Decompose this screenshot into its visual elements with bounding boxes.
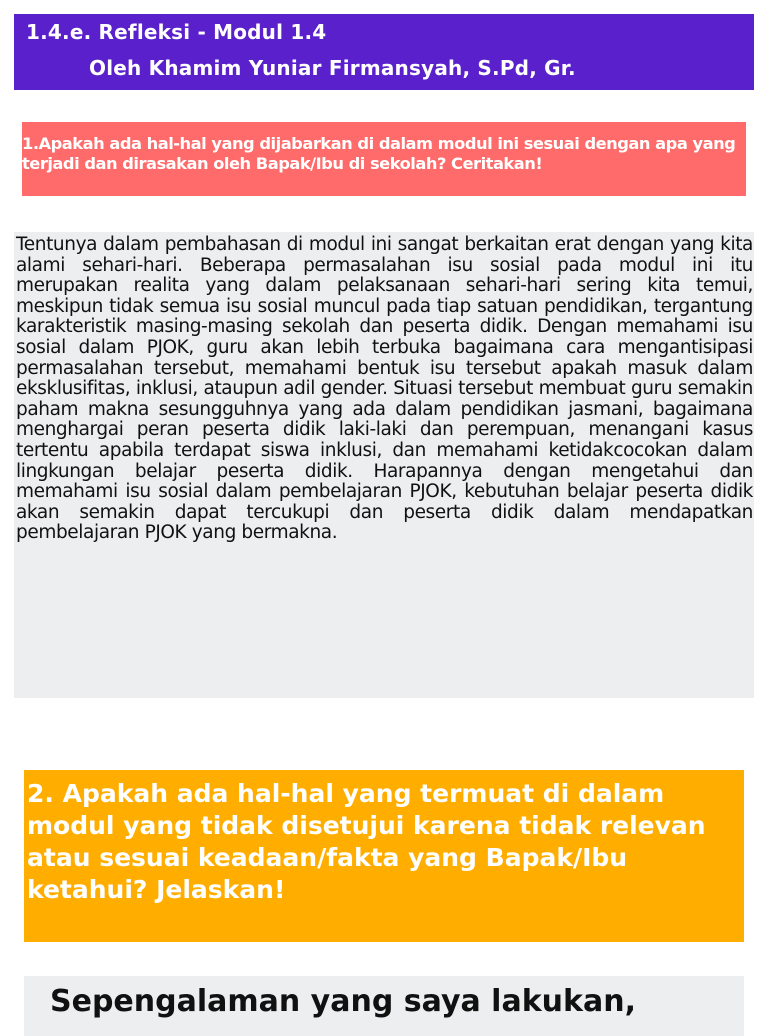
question-1-text: 1.Apakah ada hal-hal yang dijabarkan di dalam modul ini sesuai dengan apa yang terjadi dan dirasakan oleh Bapak/Ibu di sekolah? Ceritakan! xyxy=(22,134,736,173)
question-2-text: 2. Apakah ada hal-hal yang termuat di dalam modul yang tidak disetujui karena tidak relevan atau sesuai keadaan/fakta yang Bapak/Ibu ketahui? Jelaskan! xyxy=(27,779,706,904)
author-line: Oleh Khamim Yuniar Firmansyah, S.Pd, Gr. xyxy=(89,56,576,80)
answer-2-text: Sepengalaman yang saya lakukan, xyxy=(50,984,636,1019)
question-2-box xyxy=(24,770,744,942)
answer-2-box xyxy=(24,976,744,1036)
answer-1-text: Tentunya dalam pembahasan di modul ini sangat berkaitan erat dengan yang kita alami sehari-hari. Beberapa permasalahan isu sosial pada modul ini itu merupakan realita yang dalam pelaksanaan sehari-hari sering kita temui, meskipun tidak semua isu sosial muncul pada tiap satuan pendidikan, tergantung karakteristik masing-masing sekolah dan peserta didik. Dengan memahami isu sosial dalam PJOK, guru akan lebih terbuka bagaimana cara mengantisipasi permasalahan tersebut, memahami bentuk isu tersebut apakah masuk dalam eksklusifitas, inklusi, ataupun adil gender. Situasi tersebut membuat guru semakin paham makna sesungguhnya yang ada dalam pendidikan jasmani, bagaimana menghargai peran peserta didik laki-laki dan perempuan, menangani kasus tertentu apabila terdapat siswa inklusi, dan memahami ketidakcocokan dalam lingkungan belajar peserta didik. Harapannya dengan mengetahui dan memahami isu sosial dalam pembelajaran PJOK, kebutuhan belajar peserta didik akan semakin dapat tercukupi dan peserta didik dalam mendapatkan pembelajaran PJOK yang bermakna. xyxy=(16,234,753,544)
question-1-box xyxy=(22,122,746,196)
answer-1-box xyxy=(14,232,754,698)
page-title: 1.4.e. Refleksi - Modul 1.4 xyxy=(26,20,327,44)
page-header xyxy=(14,14,754,90)
